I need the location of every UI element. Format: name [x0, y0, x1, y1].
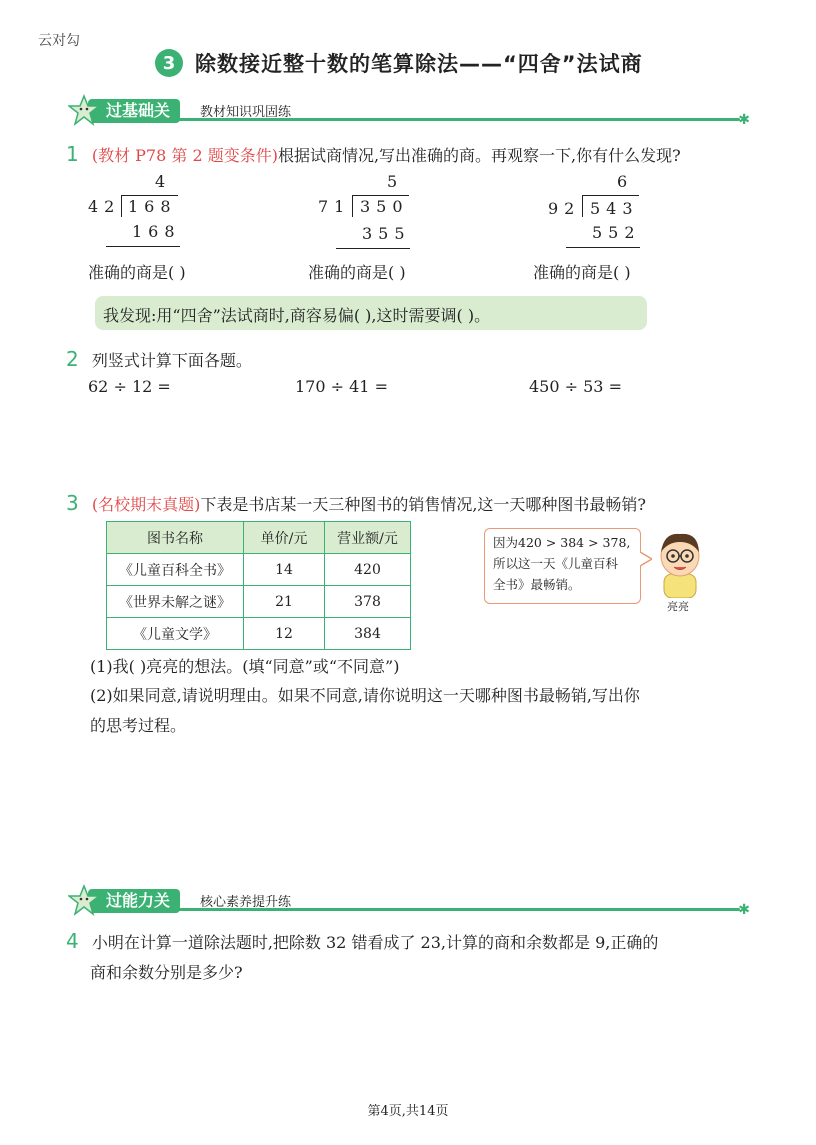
- table-header: 图书名称: [107, 522, 244, 554]
- divisor: 92: [548, 199, 581, 218]
- quotient: 5: [387, 172, 404, 191]
- question-text: 列竖式计算下面各题。: [91, 351, 252, 370]
- sub-question-2-line1: (2)如果同意,请说明理由。如果不同意,请你说明这一天哪种图书最畅销,写出你: [90, 686, 640, 705]
- lesson-title: [155, 48, 643, 78]
- page-footer: 第4页,共14页: [367, 1104, 449, 1119]
- calc-item-3[interactable]: 450 ÷ 53 =: [529, 377, 622, 396]
- question-1-header: [66, 142, 681, 166]
- section-header-ability: [68, 886, 750, 916]
- section-label: 过基础关: [88, 99, 180, 123]
- section-header-basic: [68, 96, 750, 126]
- question-tag: (名校期末真题): [91, 495, 201, 514]
- dividend: 543: [590, 199, 639, 218]
- table-cell: 《世界未解之谜》: [107, 586, 244, 618]
- sales-table: [106, 521, 411, 650]
- table-cell: 384: [325, 618, 411, 650]
- division-bracket-top: [583, 195, 639, 196]
- answer-blank-3[interactable]: 准确的商是( ): [533, 263, 631, 282]
- finding-box: [95, 296, 647, 330]
- question-2-header: [66, 347, 252, 371]
- question-text: 下表是书店某一天三种图书的销售情况,这一天哪种图书最畅销?: [200, 495, 646, 514]
- character-name: 亮亮: [667, 600, 689, 613]
- subtraction-line: [336, 248, 410, 249]
- table-cell: 《儿童百科全书》: [107, 554, 244, 586]
- quotient: 4: [155, 172, 172, 191]
- question-tag: (教材 P78 第 2 题变条件): [91, 146, 278, 165]
- product: 552: [592, 223, 641, 242]
- bubble-tail: [640, 552, 652, 566]
- dividend: 168: [128, 197, 177, 216]
- table-cell: 《儿童文学》: [107, 618, 244, 650]
- product: 168: [132, 222, 181, 241]
- division-bracket-top: [353, 195, 409, 196]
- dividend: 350: [360, 197, 409, 216]
- section-subtitle: 教材知识巩固练: [200, 105, 292, 120]
- lesson-title-text: 除数接近整十数的笔算除法——“四舍”法试商: [195, 52, 643, 76]
- watermark-text: 云对勾: [38, 33, 80, 49]
- question-number: 1: [66, 142, 79, 166]
- table-cell: 14: [244, 554, 325, 586]
- star-icon: [68, 884, 100, 916]
- answer-blank-2[interactable]: 准确的商是( ): [308, 263, 406, 282]
- divisor: 71: [318, 197, 351, 216]
- question-number: 4: [66, 929, 79, 953]
- star-icon: [68, 94, 100, 126]
- question-number: 3: [66, 491, 79, 515]
- division-bracket-top: [122, 195, 178, 196]
- table-cell: 378: [325, 586, 411, 618]
- question-text: 根据试商情况,写出准确的商。再观察一下,你有什么发现?: [277, 146, 681, 165]
- lesson-number-badge: 3: [155, 49, 183, 77]
- subtraction-line: [106, 246, 180, 247]
- bubble-line: 因为420 > 384 > 378,: [493, 535, 631, 550]
- section-subtitle: 核心素养提升练: [200, 895, 292, 910]
- division-bracket-side: [352, 195, 353, 217]
- product: 355: [362, 224, 411, 243]
- quotient: 6: [617, 172, 634, 191]
- bubble-line: 全书》最畅销。: [493, 577, 581, 592]
- table-cell: 420: [325, 554, 411, 586]
- question-4: [66, 929, 658, 953]
- question-text-line2: 商和余数分别是多少?: [90, 963, 243, 982]
- calc-item-1[interactable]: 62 ÷ 12 =: [88, 377, 171, 396]
- table-row: [107, 554, 411, 586]
- sub-question-1[interactable]: (1)我( )亮亮的想法。(填“同意”或“不同意”): [90, 657, 400, 676]
- table-row: [107, 618, 411, 650]
- answer-blank-1[interactable]: 准确的商是( ): [88, 263, 186, 282]
- division-bracket-side: [582, 195, 583, 217]
- question-number: 2: [66, 347, 79, 371]
- table-header-row: [107, 522, 411, 554]
- table-cell: 12: [244, 618, 325, 650]
- bubble-line: 所以这一天《儿童百科: [493, 556, 619, 571]
- table-row: [107, 586, 411, 618]
- sub-question-2-line2: 的思考过程。: [90, 716, 187, 735]
- table-cell: 21: [244, 586, 325, 618]
- leaf-icon: ✱: [738, 902, 750, 918]
- calc-item-2[interactable]: 170 ÷ 41 =: [295, 377, 388, 396]
- question-3-header: [66, 491, 646, 515]
- finding-text[interactable]: 我发现:用“四舍”法试商时,商容易偏( ),这时需要调( )。: [103, 306, 491, 325]
- division-bracket-side: [121, 195, 122, 217]
- question-text-line1: 小明在计算一道除法题时,把除数 32 错看成了 23,计算的商和余数都是 9,正确的: [91, 933, 659, 952]
- speech-bubble: [484, 528, 641, 604]
- table-header: 单价/元: [244, 522, 325, 554]
- section-label: 过能力关: [88, 889, 180, 913]
- boy-character-icon: [652, 528, 708, 598]
- leaf-icon: ✱: [738, 112, 750, 128]
- table-header: 营业额/元: [325, 522, 411, 554]
- subtraction-line: [566, 247, 640, 248]
- divisor: 42: [88, 197, 121, 216]
